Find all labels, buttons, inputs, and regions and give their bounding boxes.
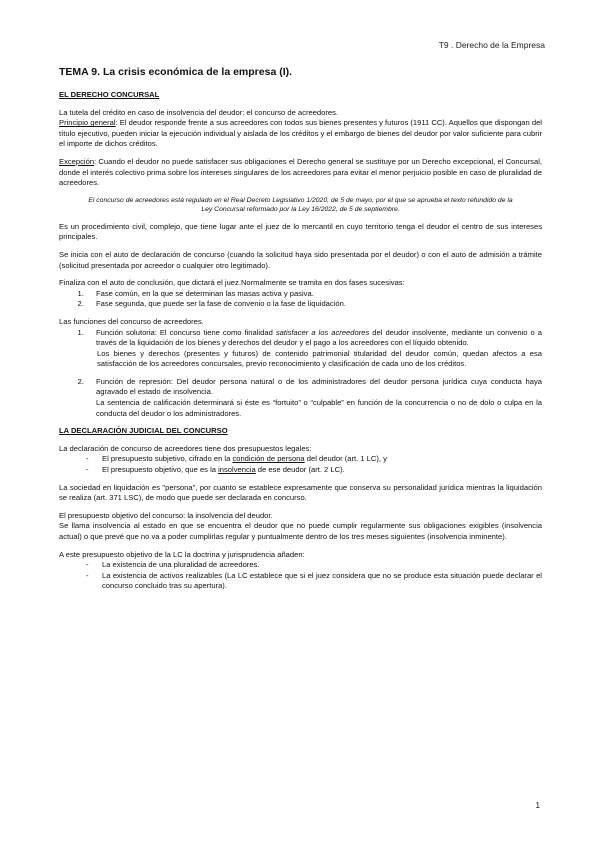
list-item: 1. Fase común, en la que se determinan las masas activa y pasiva. xyxy=(86,289,542,300)
paragraph: La sociedad en liquidación es "persona", por cuanto se establece expresamente que conserva su personalidad jurídica mientras la liquidación se realiza (art. 371 LSC), de modo que puede ser declarada en concurso. xyxy=(59,482,542,503)
item-text: El presupuesto subjetivo, cifrado en la xyxy=(102,454,233,464)
list-item xyxy=(86,465,542,476)
document-title: TEMA 9. La crisis económica de la empresa (I). xyxy=(59,66,293,78)
section-heading-declaracion-judicial: LA DECLARACIÓN JUDICIAL DEL CONCURSO xyxy=(59,426,228,436)
section-heading-derecho-concursal: EL DERECHO CONCURSAL xyxy=(59,90,160,99)
emphasis: satisfacer a los acreedores xyxy=(275,327,370,337)
item-subparagraph: Los bienes y derechos (presentes y futuros) de contenido patrimonial titularidad del deudor común, quedan afectos a esa satisfacción de los acreedores concursales, previo reconocimiento y clasificación de cada uno de los créditos. xyxy=(97,348,542,369)
paragraph: La declaración de concurso de acreedores tiene dos presupuestos legales: xyxy=(59,443,312,453)
term-label: Excepción xyxy=(59,156,95,166)
term-label: Principio general xyxy=(59,118,116,128)
paragraph-text: : Cuando el deudor no puede satisfacer sus obligaciones el Derecho general se sustituye por un Derecho excepcional, el Concursal, donde el interés colectivo prima sobre los intereses singulares de los acreedores para evitar el menor perjuicio posible en caso de pluralidad de acreedores. xyxy=(59,156,542,188)
item-text: del deudor (art. 1 LC), y xyxy=(304,454,387,464)
paragraph: Se inicia con el auto de declaración de concurso (cuando la solicitud haya sido presentada por el deudor) o con el auto de admisión a trámite (solicitud presentada por acreedor o cualquier otro legitimado). xyxy=(59,249,542,270)
item-subparagraph: La sentencia de calificación determinará si éste es “fortuito” o “culpable” en función de la concurrencia o no de dolo o culpa en la conducta del deudor o los administradores. xyxy=(96,398,542,418)
phases-list xyxy=(59,289,542,310)
paragraph: Se llama insolvencia al estado en que se encuentra el deudor que no puede cumplir regularmente sus obligaciones exigibles (insolvencia actual) o que prevé que no va a poder cumplirlas regular y puntualmente dentro de los tres meses siguientes (insolvencia inminente). xyxy=(59,521,542,541)
page-number: 1 xyxy=(535,801,540,810)
document-body xyxy=(59,66,542,592)
functions-list xyxy=(59,328,542,420)
item-text: Función solutoria: El concurso tiene como finalidad xyxy=(96,327,276,337)
paragraph: La tutela del crédito en caso de insolvencia del deudor: el concurso de acreedores. xyxy=(59,107,339,117)
paragraph: A este presupuesto objetivo de la LC la doctrina y jurisprudencia añaden: xyxy=(59,549,305,559)
list-item: 2. Fase segunda, que puede ser la fase de convenio o la fase de liquidación. xyxy=(86,299,542,310)
item-text: El presupuesto objetivo, que es la xyxy=(102,465,219,475)
presupuestos-list xyxy=(59,454,542,475)
paragraph-text: : El deudor responde frente a sus acreedores con todos sus bienes presentes y futuros (1911 CC). Aquellos que dispongan del título ejecutivo, pueden iniciar la ejecución individual y aislada de los créditos y el embargo de bienes del deudor por valor suficiente para cubrir el importe de dichos créditos. xyxy=(59,118,542,149)
paragraph: El presupuesto objetivo del concurso: la insolvencia del deudor. xyxy=(59,510,273,520)
extras-list xyxy=(59,560,542,592)
paragraph: Las funciones del concurso de acreedores. xyxy=(59,316,204,326)
paragraph: Finaliza con el auto de conclusión, que dictará el juez.Normalmente se tramita en dos fases sucesivas: xyxy=(59,278,405,288)
legal-note: El concurso de acreedores está regulado en el Real Decreto Legislativo 1/2020, de 5 de mayo, por el que se aprueba el texto refundido de la Ley Concursal reformado por la Ley 16/2022, de 5 de septiembre. xyxy=(88,196,513,214)
underlined-term: insolvencia xyxy=(218,465,256,475)
item-text: de ese deudor (art. 2 LC). xyxy=(255,465,345,475)
item-text: Función de represión: Del deudor persona natural o de los administradores del deudor persona jurídica cuya conducta haya agravado el estado de insolvencia. xyxy=(96,376,542,397)
paragraph-principio-general xyxy=(59,118,542,150)
paragraph-excepcion xyxy=(59,157,542,189)
list-item-funcion-solutoria xyxy=(86,328,542,370)
list-item xyxy=(86,454,542,465)
list-item: - La existencia de activos realizables (La LC establece que si el juez considera que no se produce esta situación puede declarar el concurso concluido tras su apertura). xyxy=(86,571,542,592)
paragraph: Es un procedimiento civil, complejo, que tiene lugar ante el juez de lo mercantil en cuyo territorio tenga el deudor el centro de sus intereses principales. xyxy=(59,221,542,242)
underlined-term: condición de persona xyxy=(232,454,305,464)
item-text: del deudor insolvente, mediante un convenio o a través de la liquidación de los bienes y derechos del deudor y el pago a los acreedores con el líquido obtenido. xyxy=(96,327,542,348)
list-item-funcion-represion xyxy=(86,377,542,419)
list-item: - La existencia de una pluralidad de acreedores. xyxy=(86,560,542,571)
running-header: T9 . Derecho de la Empresa xyxy=(438,40,545,50)
